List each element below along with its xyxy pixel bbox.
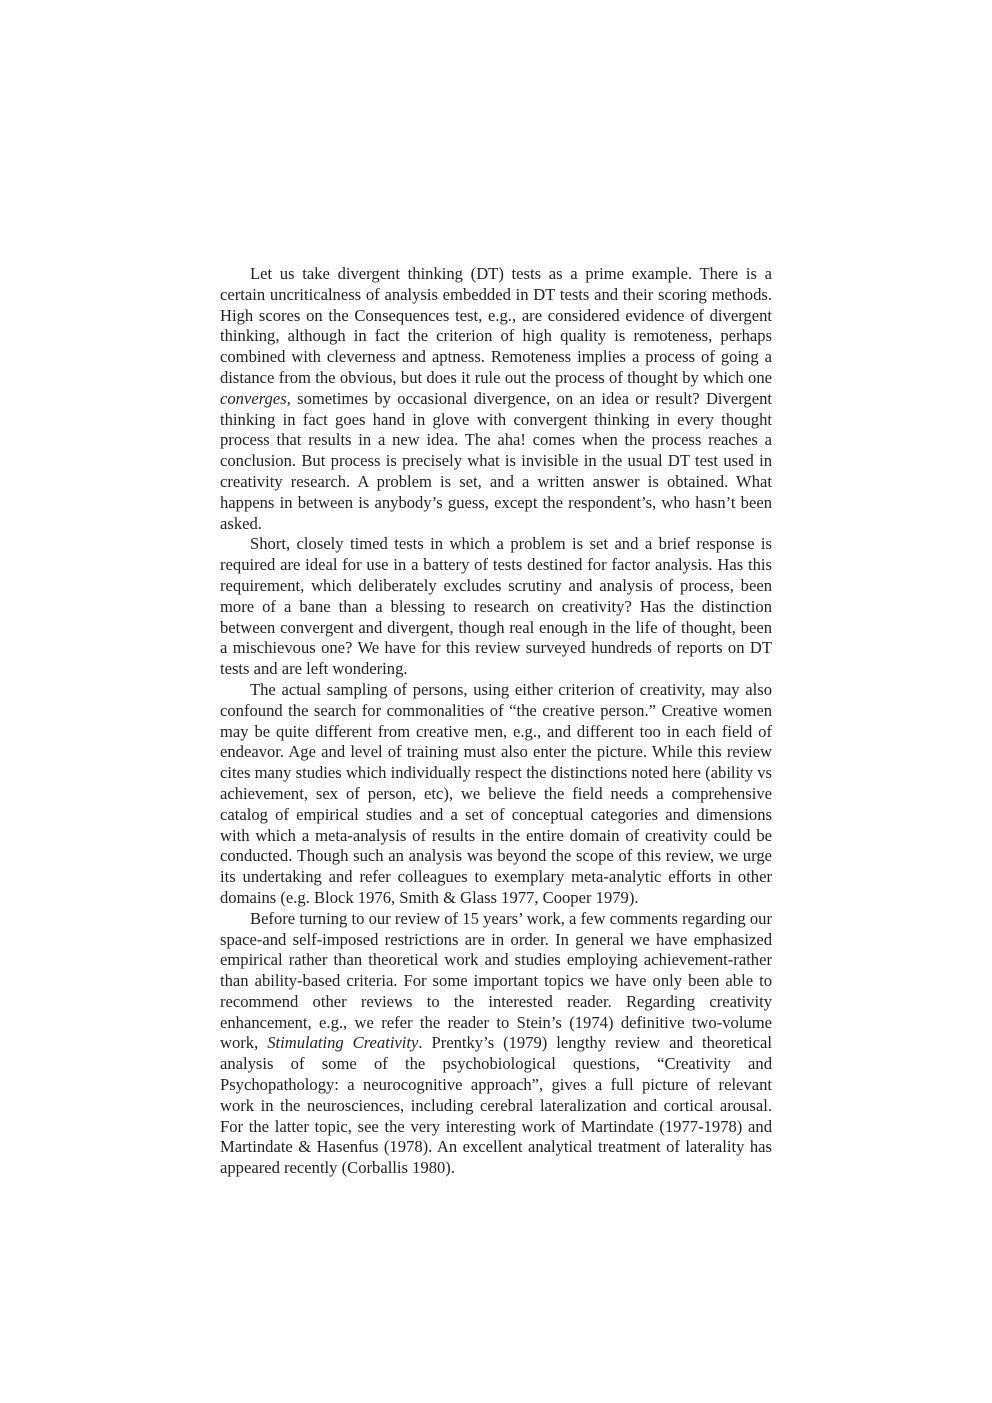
paragraph-timed-tests bbox=[220, 534, 772, 680]
italic-term-converges: converges, bbox=[220, 388, 291, 408]
paragraph-text: . Prentky’s (1979) lengthy review and theoretical analysis of some of the psychobiological questions, “Creativity and Psychopathology: a neurocognitive approach”, gives a full picture of relevant work in the neurosciences, including cerebral lateralization and cortical arousal. For the latter topic, see the very interesting work of Martindate (1977-1978) and Martindate & Hasenfus (1978). An excellent analytical treatment of laterality has appeared recently (Corballis 1980). bbox=[220, 1033, 772, 1178]
paragraph-divergent-thinking bbox=[220, 264, 772, 534]
page-body bbox=[220, 264, 772, 1179]
paragraph-text: Before turning to our review of 15 years’ work, a few comments regarding our space-and self-imposed restrictions are in order. In general we have emphasized empirical rather than theoretical work and studies employing achievement-rather than ability-based criteria. For some important topics we have only been able to recommend other reviews to the interested reader. Regarding creativity enhancement, e.g., we refer the reader to Stein’s (1974) definitive two-volume work, bbox=[220, 908, 772, 1053]
paragraph-text: Short, closely timed tests in which a problem is set and a brief response is required are ideal for use in a battery of tests destined for factor analysis. Has this requirement, which deliberately excludes scrutiny and analysis of process, been more of a bane than a blessing to research on creativity? Has the distinction between convergent and divergent, though real enough in the life of thought, been a mischievous one? We have for this review surveyed hundreds of reports on DT tests and are left wondering. bbox=[220, 534, 772, 679]
paragraph-text: Let us take divergent thinking (DT) tests as a prime example. There is a certain uncriticalness of analysis embedded in DT tests and their scoring methods. High scores on the Consequences test, e.g., are considered evidence of divergent thinking, although in fact the criterion of high quality is remoteness, perhaps combined with cleverness and aptness. Remoteness implies a process of going a distance from the obvious, but does it rule out the process of thought by which one bbox=[220, 264, 772, 387]
paragraph-text: sometimes by occasional divergence, on an idea or result? Divergent thinking in fact goes hand in glove with convergent thinking in every thought process that results in a new idea. The aha! comes when the process reaches a conclusion. But process is precisely what is invisible in the usual DT test used in creativity research. A problem is set, and a written answer is obtained. What happens in between is anybody’s guess, except the respondent’s, who hasn’t been asked. bbox=[220, 388, 772, 533]
paragraph-text: The actual sampling of persons, using either criterion of creativity, may also confound the search for commonalities of “the creative person.” Creative women may be quite different from creative men, e.g., and different too in each field of endeavor. Age and level of training must also enter the picture. While this review cites many studies which individually respect the distinctions noted here (ability vs achievement, sex of person, etc), we believe the field needs a comprehensive catalog of empirical studies and a set of conceptual categories and dimensions with which a meta-analysis of results in the entire domain of creativity could be conducted. Though such an analysis was beyond the scope of this review, we urge its undertaking and refer colleagues to exemplary meta-analytic efforts in other domains (e.g. Block 1976, Smith & Glass 1977, Cooper 1979). bbox=[220, 679, 772, 907]
italic-title-stimulating-creativity: Stimulating Creativity bbox=[267, 1033, 419, 1053]
paragraph-sampling-persons bbox=[220, 680, 772, 909]
paragraph-review-restrictions bbox=[220, 909, 772, 1179]
